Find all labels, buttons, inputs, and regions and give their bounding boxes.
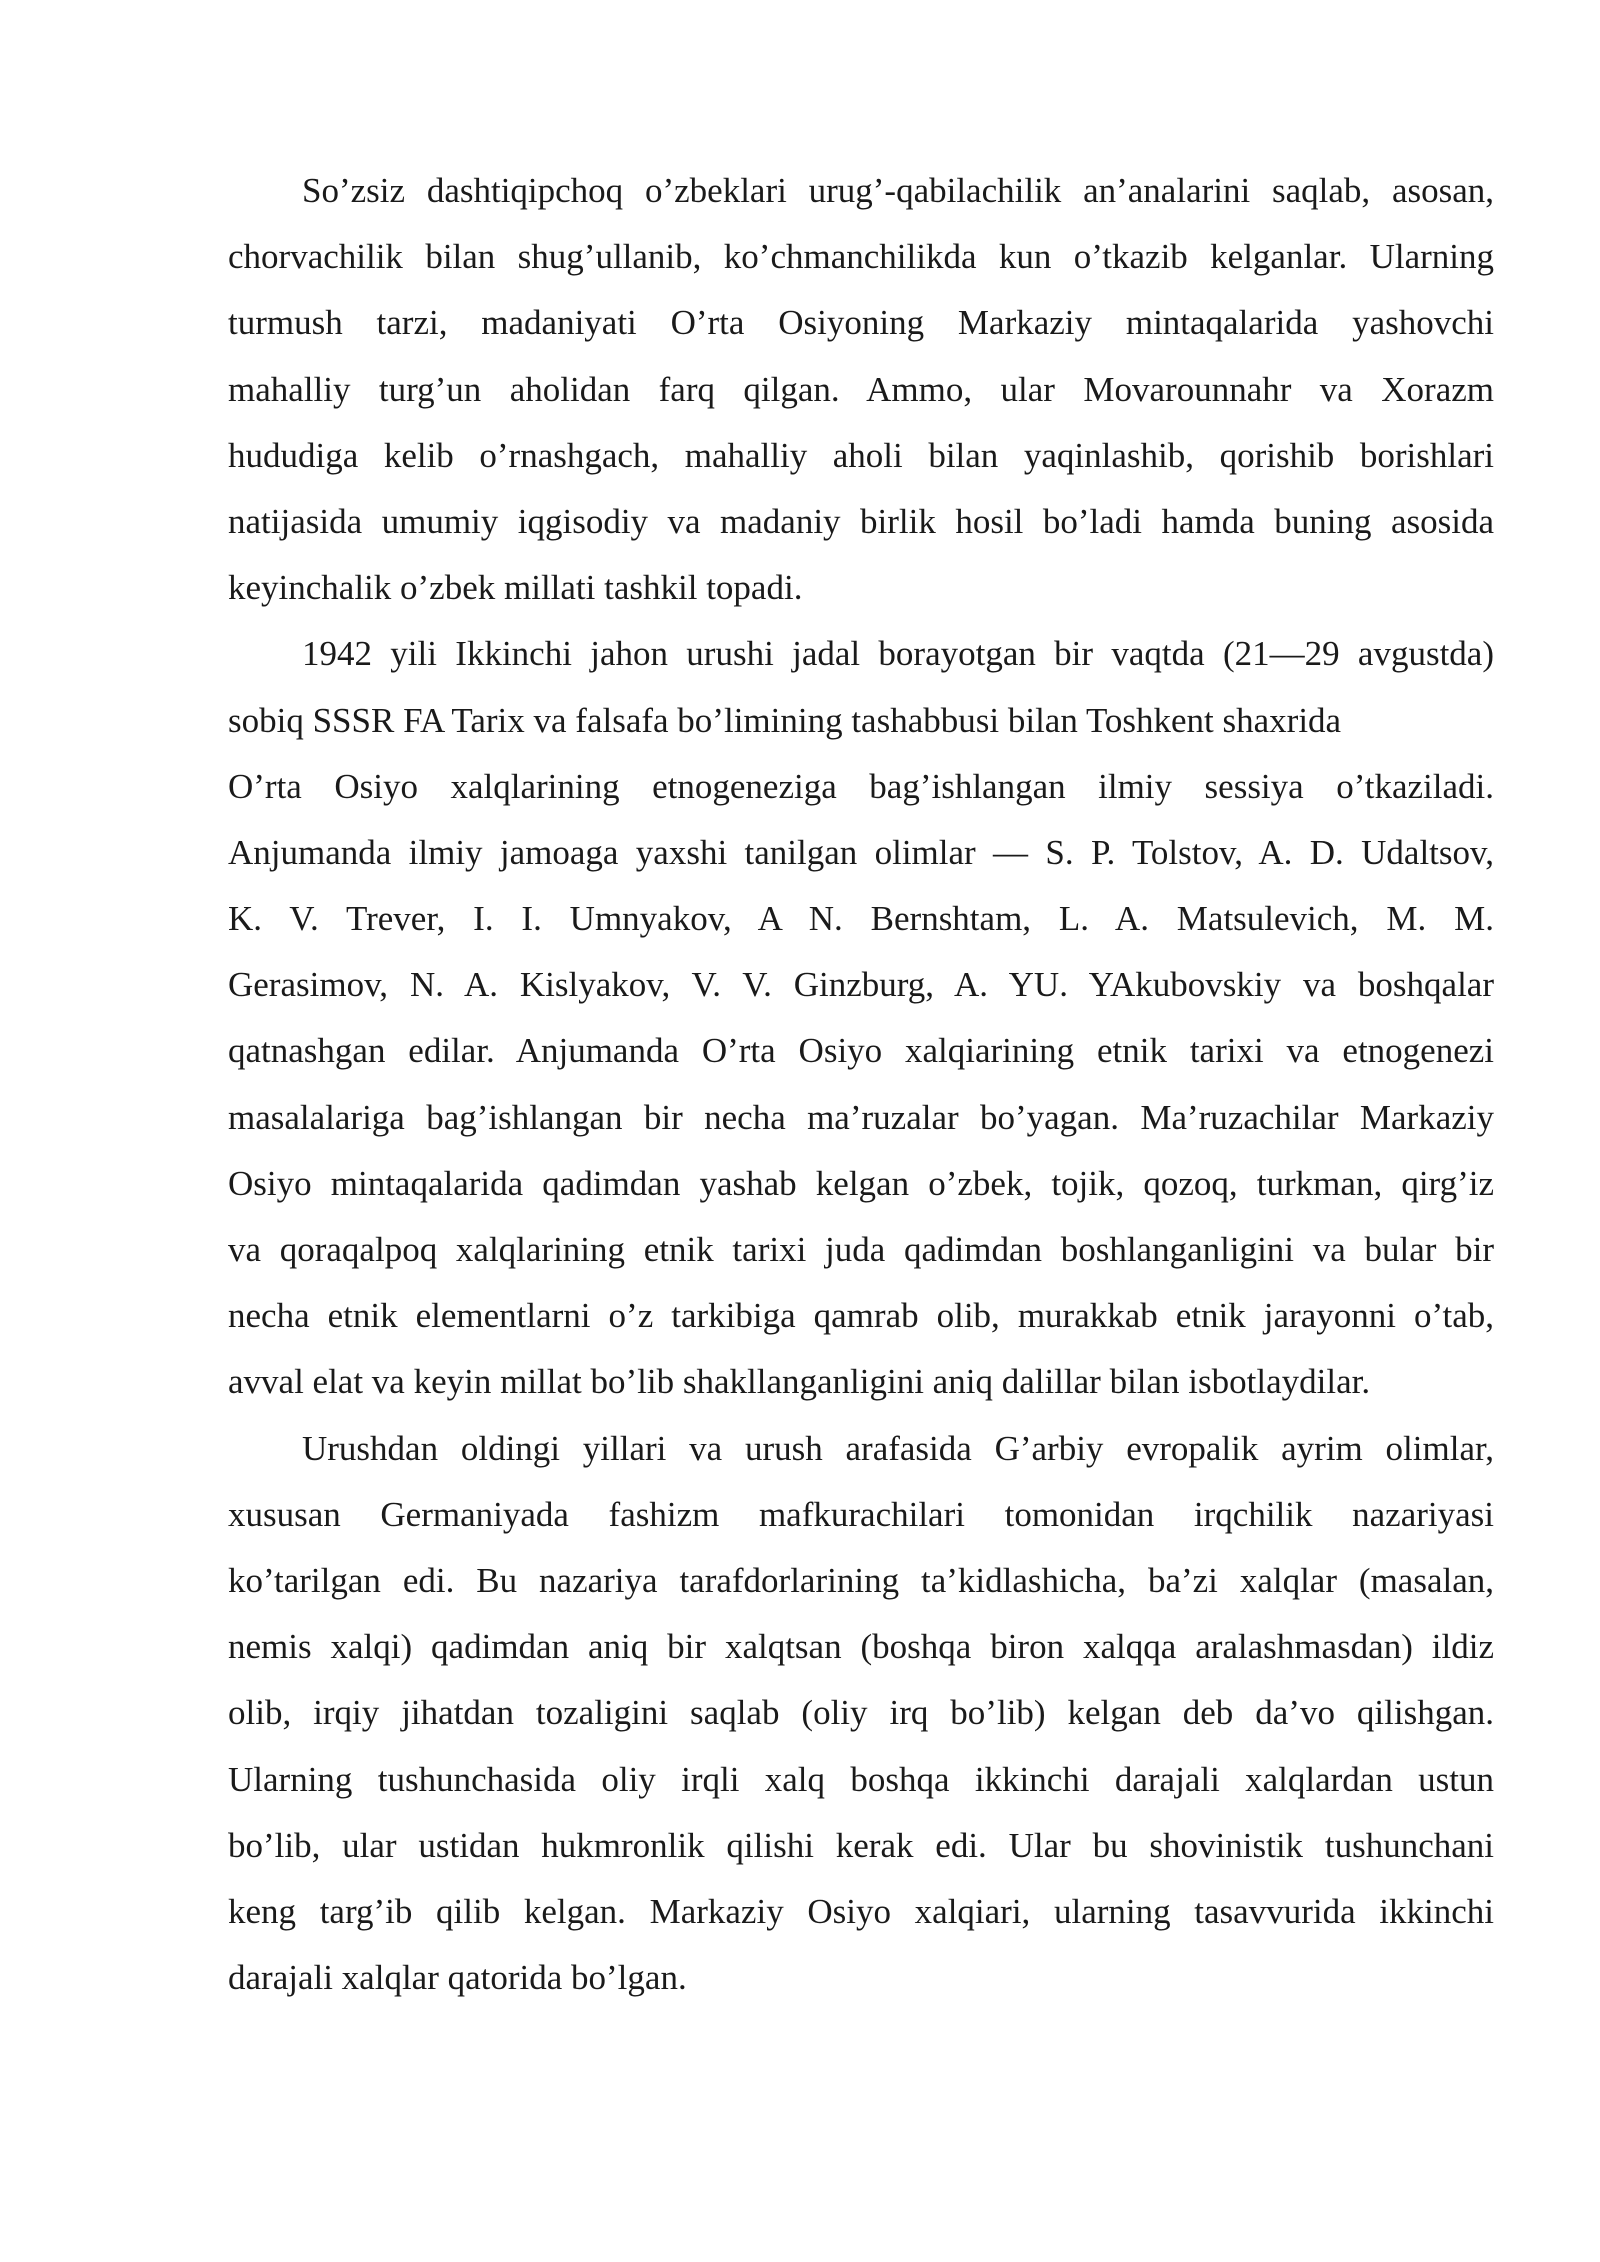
- text-line: keng targ’ib qilib kelgan. Markaziy Osiyo xalqiari, ularning tasavvurida ikkinchi: [228, 1891, 1494, 1931]
- text-line: So’zsiz dashtiqipchoq o’zbeklari urug’-qabilachilik an’analarini saqlab, asosan,: [302, 171, 1494, 210]
- paragraph: [228, 1416, 1494, 2012]
- text-line: hududiga kelib o’rnashgach, mahalliy aholi bilan yaqinlashib, qorishib borishlari: [228, 435, 1494, 475]
- text-line: qatnashgan edilar. Anjumanda O’rta Osiyo xalqiarining etnik tarixi va etnogenezi: [228, 1031, 1494, 1071]
- paragraph: [228, 158, 1494, 621]
- text-line: Gerasimov, N. A. Kislyakov, V. V. Ginzburg, A. YU. YAkubovskiy va boshqalar: [228, 965, 1494, 1005]
- text-line: va qoraqalpoq xalqlarining etnik tarixi juda qadimdan boshlanganligini va bular bir: [228, 1230, 1494, 1269]
- text-line: O’rta Osiyo xalqlarining etnogeneziga bag’ishlangan ilmiy sessiya o’tkaziladi.: [228, 766, 1494, 806]
- text-line: necha etnik elementlarni o’z tarkibiga qamrab olib, murakkab etnik jarayonni o’tab,: [228, 1296, 1494, 1336]
- text-line: natijasida umumiy iqgisodiy va madaniy birlik hosil bo’ladi hamda buning asosida: [228, 501, 1494, 541]
- paragraph: [228, 621, 1494, 1415]
- text-line: bo’lib, ular ustidan hukmronlik qilishi kerak edi. Ular bu shovinistik tushunchani: [228, 1825, 1494, 1865]
- text-line: mahalliy turg’un aholidan farq qilgan. Ammo, ular Movarounnahr va Xorazm: [228, 369, 1494, 409]
- text-line: xususan Germaniyada fashizm mafkurachilari tomonidan irqchilik nazariyasi: [228, 1494, 1494, 1534]
- text-line: ko’tarilgan edi. Bu nazariya tarafdorlarining ta’kidlashicha, ba’zi xalqlar (masalan,: [228, 1560, 1494, 1600]
- text-line: Anjumanda ilmiy jamoaga yaxshi tanilgan olimlar — S. P. Tolstov, A. D. Udaltsov,: [228, 832, 1494, 872]
- text-line: darajali xalqlar qatorida bo’lgan.: [228, 1958, 687, 1998]
- text-line: Ularning tushunchasida oliy irqli xalq boshqa ikkinchi darajali xalqlardan ustun: [228, 1759, 1494, 1799]
- text-line: masalalariga bag’ishlangan bir necha ma’ruzalar bo’yagan. Ma’ruzachilar Markaziy: [228, 1097, 1494, 1137]
- document-body: [228, 158, 1494, 2011]
- text-line: nemis xalqi) qadimdan aniq bir xalqtsan (boshqa biron xalqqa aralashmasdan) ildiz: [228, 1627, 1494, 1667]
- text-line: olib, irqiy jihatdan tozaligini saqlab (oliy irq bo’lib) kelgan deb da’vo qilishgan.: [228, 1693, 1494, 1733]
- text-line: avval elat va keyin millat bo’lib shakllanganligini aniq dalillar bilan isbotlaydilar.: [228, 1362, 1371, 1402]
- text-line: Osiyo mintaqalarida qadimdan yashab kelgan o’zbek, tojik, qozoq, turkman, qirg’iz: [228, 1163, 1494, 1203]
- text-line: K. V. Trever, I. I. Umnyakov, A N. Bernshtam, L. A. Matsulevich, M. M.: [228, 899, 1494, 939]
- text-line: keyinchalik o’zbek millati tashkil topadi.: [228, 568, 803, 608]
- text-line: chorvachilik bilan shug’ullanib, ko’chmanchilikda kun o’tkazib kelganlar. Ularning: [228, 237, 1494, 277]
- text-line: sobiq SSSR FA Tarix va falsafa bo’limining tashabbusi bilan Toshkent shaxrida: [228, 700, 1342, 740]
- text-line: turmush tarzi, madaniyati O’rta Osiyoning Markaziy mintaqalarida yashovchi: [228, 303, 1494, 343]
- text-line: 1942 yili Ikkinchi jahon urushi jadal borayotgan bir vaqtda (21—29 avgustda): [302, 634, 1494, 674]
- text-line: Urushdan oldingi yillari va urush arafasida G’arbiy evropalik ayrim olimlar,: [302, 1428, 1494, 1468]
